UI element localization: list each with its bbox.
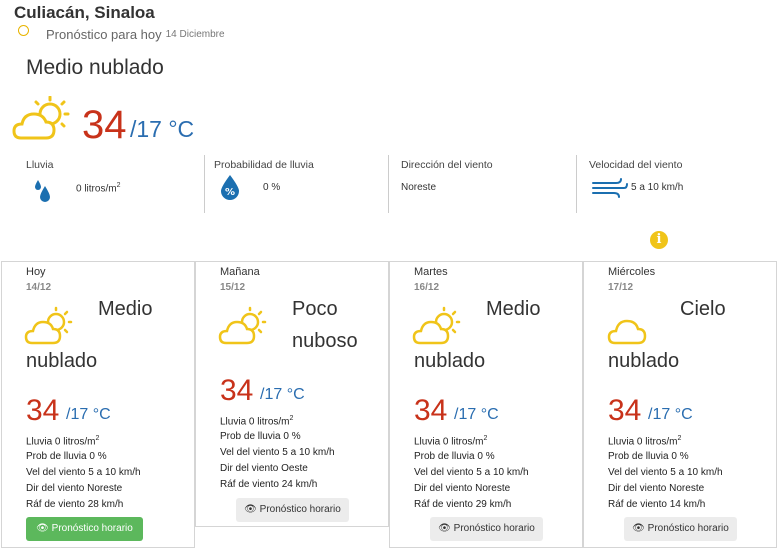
rain-percent-icon <box>220 174 240 200</box>
eye-slash-icon: 👁 <box>632 523 645 534</box>
day-wind-gust: Ráf de viento 28 km/h <box>26 499 124 510</box>
today-temp-min: /17 °C <box>130 116 195 142</box>
day-condition-cont: nuboso <box>292 330 358 352</box>
svg-text:%: % <box>224 187 236 198</box>
eye-slash-icon: 👁 <box>244 504 257 515</box>
day-wind-direction: Dir del viento Noreste <box>26 483 123 494</box>
day-wind-gust: Ráf de viento 29 km/h <box>414 499 512 510</box>
day-rain: Lluvia 0 litros/$m^2$ <box>26 435 100 448</box>
info-icon[interactable]: i <box>650 231 668 249</box>
day-condition-cont: nublado <box>414 350 486 372</box>
day-card-manana <box>195 261 389 527</box>
day-wind-gust: Ráf de viento 14 km/h <box>608 499 706 510</box>
day-date: 14/12 <box>26 282 52 293</box>
rain-drops-icon <box>33 178 53 204</box>
day-condition: Medio <box>486 298 541 320</box>
day-condition: Poco <box>292 298 338 320</box>
hourly-forecast-button[interactable]: 👁 Pronóstico horario <box>236 498 349 522</box>
day-wind-direction: Dir del viento Noreste <box>608 483 705 494</box>
day-condition-cont: nublado <box>26 350 98 372</box>
rain-probability-value: 0 % <box>263 182 281 193</box>
day-name: Mañana <box>220 266 260 278</box>
wind-icon <box>592 178 628 198</box>
stats-divider <box>576 155 577 213</box>
day-card-miercoles <box>583 261 777 548</box>
eye-slash-icon: 👁 <box>438 523 451 534</box>
forecast-label: Pronóstico para hoy <box>46 27 162 42</box>
cloud-icon <box>606 306 658 348</box>
day-card-martes <box>389 261 583 548</box>
day-name: Martes <box>414 266 448 278</box>
forecast-subtitle <box>18 27 225 42</box>
stats-divider <box>204 155 205 213</box>
day-name: Miércoles <box>608 266 656 278</box>
wind-direction-label: Dirección del viento <box>401 159 493 171</box>
day-wind-speed: Vel del viento 5 a 10 km/h <box>414 467 529 478</box>
partly-cloudy-icon <box>412 306 464 348</box>
day-temp-max: 34 <box>26 394 60 427</box>
rain-value: 0 litros/$m^2$ <box>76 182 121 195</box>
rain-probability-label: Probabilidad de lluvia <box>214 159 314 171</box>
wind-speed-value: 5 a 10 km/h <box>631 182 684 193</box>
day-rain-prob: Prob de lluvia 0 % <box>220 431 301 442</box>
clock-icon <box>18 25 29 36</box>
day-temp-min: /17 °C <box>648 406 693 423</box>
forecast-date: 14 Diciembre <box>165 29 225 40</box>
day-wind-direction: Dir del viento Oeste <box>220 463 308 474</box>
eye-icon: 👁 <box>36 523 49 534</box>
day-wind-speed: Vel del viento 5 a 10 km/h <box>608 467 723 478</box>
day-date: 16/12 <box>414 282 440 293</box>
day-card-hoy <box>1 261 195 548</box>
partly-cloudy-icon <box>218 306 270 348</box>
hourly-forecast-button[interactable]: 👁 Pronóstico horario <box>624 517 737 541</box>
day-temp-min: /17 °C <box>66 406 111 423</box>
hourly-forecast-button[interactable]: 👁 Pronóstico horario <box>26 517 143 541</box>
today-temp-max: 34 <box>82 103 127 147</box>
day-condition: Medio <box>98 298 153 320</box>
day-rain-prob: Prob de lluvia 0 % <box>26 451 107 462</box>
day-temp-min: /17 °C <box>454 406 499 423</box>
day-rain-prob: Prob de lluvia 0 % <box>608 451 689 462</box>
day-condition-cont: nublado <box>608 350 680 372</box>
day-rain: Lluvia 0 litros/$m^2$ <box>220 415 294 428</box>
wind-speed-label: Velocidad del viento <box>589 159 683 171</box>
day-rain-prob: Prob de lluvia 0 % <box>414 451 495 462</box>
day-condition: Cielo <box>680 298 726 320</box>
hourly-forecast-button[interactable]: 👁 Pronóstico horario <box>430 517 543 541</box>
day-wind-speed: Vel del viento 5 a 10 km/h <box>220 447 335 458</box>
day-temp-max: 34 <box>414 394 448 427</box>
day-wind-direction: Dir del viento Noreste <box>414 483 511 494</box>
day-wind-gust: Ráf de viento 24 km/h <box>220 479 318 490</box>
day-temp-min: /17 °C <box>260 386 305 403</box>
partly-cloudy-icon <box>12 96 74 144</box>
day-wind-speed: Vel del viento 5 a 10 km/h <box>26 467 141 478</box>
day-date: 17/12 <box>608 282 634 293</box>
wind-direction-value: Noreste <box>401 182 437 193</box>
day-temp-max: 34 <box>220 374 254 407</box>
day-date: 15/12 <box>220 282 246 293</box>
partly-cloudy-icon <box>24 306 76 348</box>
stats-divider <box>388 155 389 213</box>
city-title: Culiacán, Sinaloa <box>14 3 155 22</box>
day-name: Hoy <box>26 266 46 278</box>
day-rain: Lluvia 0 litros/$m^2$ <box>414 435 488 448</box>
today-condition: Medio nublado <box>26 56 164 79</box>
day-temp-max: 34 <box>608 394 642 427</box>
day-rain: Lluvia 0 litros/$m^2$ <box>608 435 682 448</box>
rain-label: Lluvia <box>26 159 54 171</box>
